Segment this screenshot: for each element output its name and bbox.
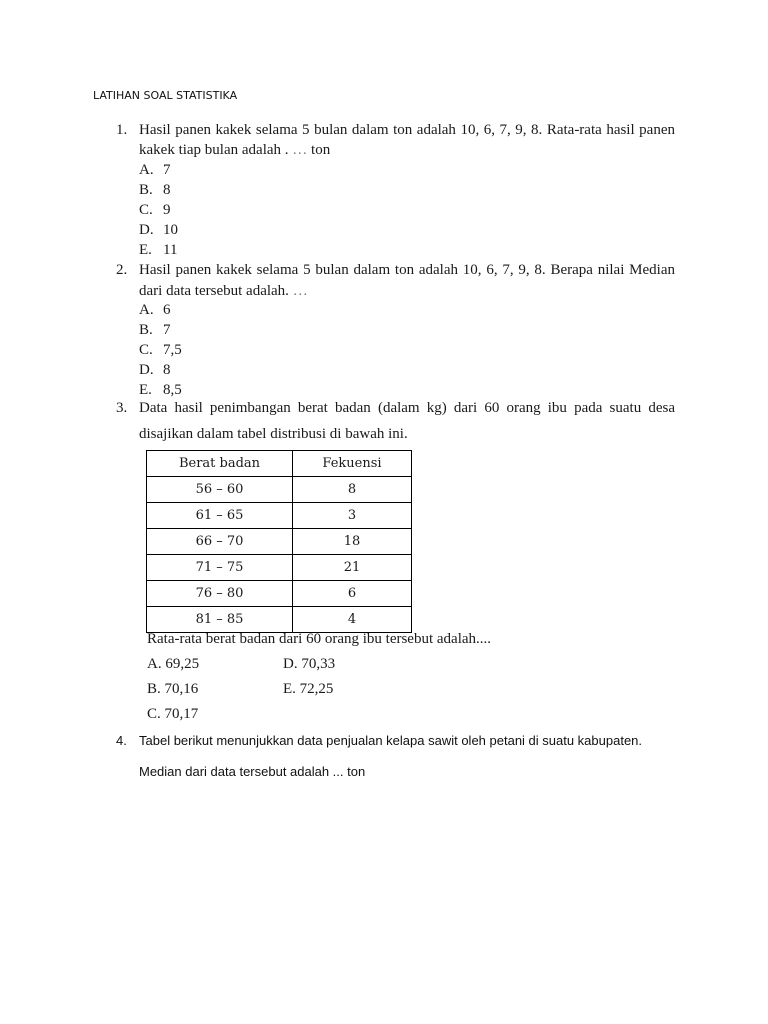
table-row — [147, 555, 412, 581]
table-cell: 76 – 80 — [147, 581, 293, 607]
answer-option: B. 70,16 — [147, 681, 199, 697]
question-text-line: Hasil panen kakek selama 5 bulan dalam ton adalah 10, 6, 7, 9, 8. Rata-rata hasil panen — [139, 122, 675, 138]
option-letter: E. — [139, 242, 152, 258]
question-text-line: Data hasil penimbangan berat badan (dalam kg) dari 60 orang ibu pada suatu desa — [139, 400, 675, 416]
option-letter: A. — [139, 302, 154, 318]
option-letter: B. — [139, 322, 153, 338]
answer-option — [139, 382, 182, 399]
answer-option — [139, 162, 171, 179]
answer-option — [139, 202, 171, 219]
table-row — [147, 529, 412, 555]
table-cell: 61 – 65 — [147, 503, 293, 529]
option-letter: D. — [139, 362, 154, 378]
option-value: 6 — [163, 302, 171, 318]
table-row — [147, 477, 412, 503]
question-number: 1. — [116, 122, 128, 138]
table-header-cell: Berat badan — [147, 451, 293, 477]
answer-option — [139, 362, 171, 379]
question-text-line: Tabel berikut menunjukkan data penjualan kelapa sawit oleh petani di suatu kabupaten. — [139, 733, 643, 748]
table-cell: 8 — [293, 477, 412, 503]
table-cell: 21 — [293, 555, 412, 581]
option-value: 7,5 — [163, 342, 182, 358]
question-text-line: Median dari data tersebut adalah ... ton — [139, 764, 366, 779]
table-header-cell: Fekuensi — [293, 451, 412, 477]
answer-option — [139, 322, 171, 339]
option-value: 8,5 — [163, 382, 182, 398]
table-cell: 18 — [293, 529, 412, 555]
option-value: 8 — [163, 362, 171, 378]
table-cell: 4 — [293, 607, 412, 633]
answer-option — [139, 242, 177, 259]
question-text-line — [139, 283, 675, 300]
answer-option — [139, 182, 171, 199]
document-title: LATIHAN SOAL STATISTIKA — [93, 89, 238, 102]
answer-option: D. 70,33 — [283, 656, 336, 672]
table-cell: 56 – 60 — [147, 477, 293, 503]
option-letter: D. — [139, 222, 154, 238]
question-prompt: Rata-rata berat badan dari 60 orang ibu tersebut adalah.... — [147, 631, 492, 647]
question-number: 2. — [116, 262, 128, 278]
option-letter: A. — [139, 162, 154, 178]
table-header-row — [147, 451, 412, 477]
answer-option — [139, 342, 182, 359]
answer-option: A. 69,25 — [147, 656, 200, 672]
table-cell: 66 – 70 — [147, 529, 293, 555]
question-text-line: disajikan dalam tabel distribusi di bawah ini. — [139, 426, 408, 442]
option-letter: E. — [139, 382, 152, 398]
question-text-part: dari data tersebut adalah. — [139, 283, 293, 299]
question-text-line — [139, 142, 675, 159]
ellipsis: … — [292, 283, 308, 299]
answer-option: C. 70,17 — [147, 706, 199, 722]
answer-option — [139, 302, 171, 319]
table-cell: 71 – 75 — [147, 555, 293, 581]
question-number: 4. — [116, 733, 127, 748]
table-cell: 6 — [293, 581, 412, 607]
option-value: 8 — [163, 182, 171, 198]
question-number: 3. — [116, 400, 128, 416]
option-value: 9 — [163, 202, 171, 218]
answer-option — [139, 222, 178, 239]
table-row — [147, 607, 412, 633]
frequency-table — [146, 450, 412, 633]
table-row — [147, 503, 412, 529]
question-text-line: Hasil panen kakek selama 5 bulan dalam ton adalah 10, 6, 7, 9, 8. Berapa nilai Median — [139, 262, 675, 278]
option-letter: C. — [139, 342, 153, 358]
option-value: 11 — [163, 242, 178, 258]
ellipsis: … — [292, 142, 308, 158]
option-value: 10 — [163, 222, 178, 238]
table-row — [147, 581, 412, 607]
answer-option: E. 72,25 — [283, 681, 334, 697]
option-letter: C. — [139, 202, 153, 218]
option-letter: B. — [139, 182, 153, 198]
option-value: 7 — [163, 322, 171, 338]
question-text-part: kakek tiap bulan adalah . — [139, 142, 293, 158]
option-value: 7 — [163, 162, 171, 178]
question-text-part: ton — [307, 142, 331, 158]
table-cell: 3 — [293, 503, 412, 529]
table-cell: 81 – 85 — [147, 607, 293, 633]
